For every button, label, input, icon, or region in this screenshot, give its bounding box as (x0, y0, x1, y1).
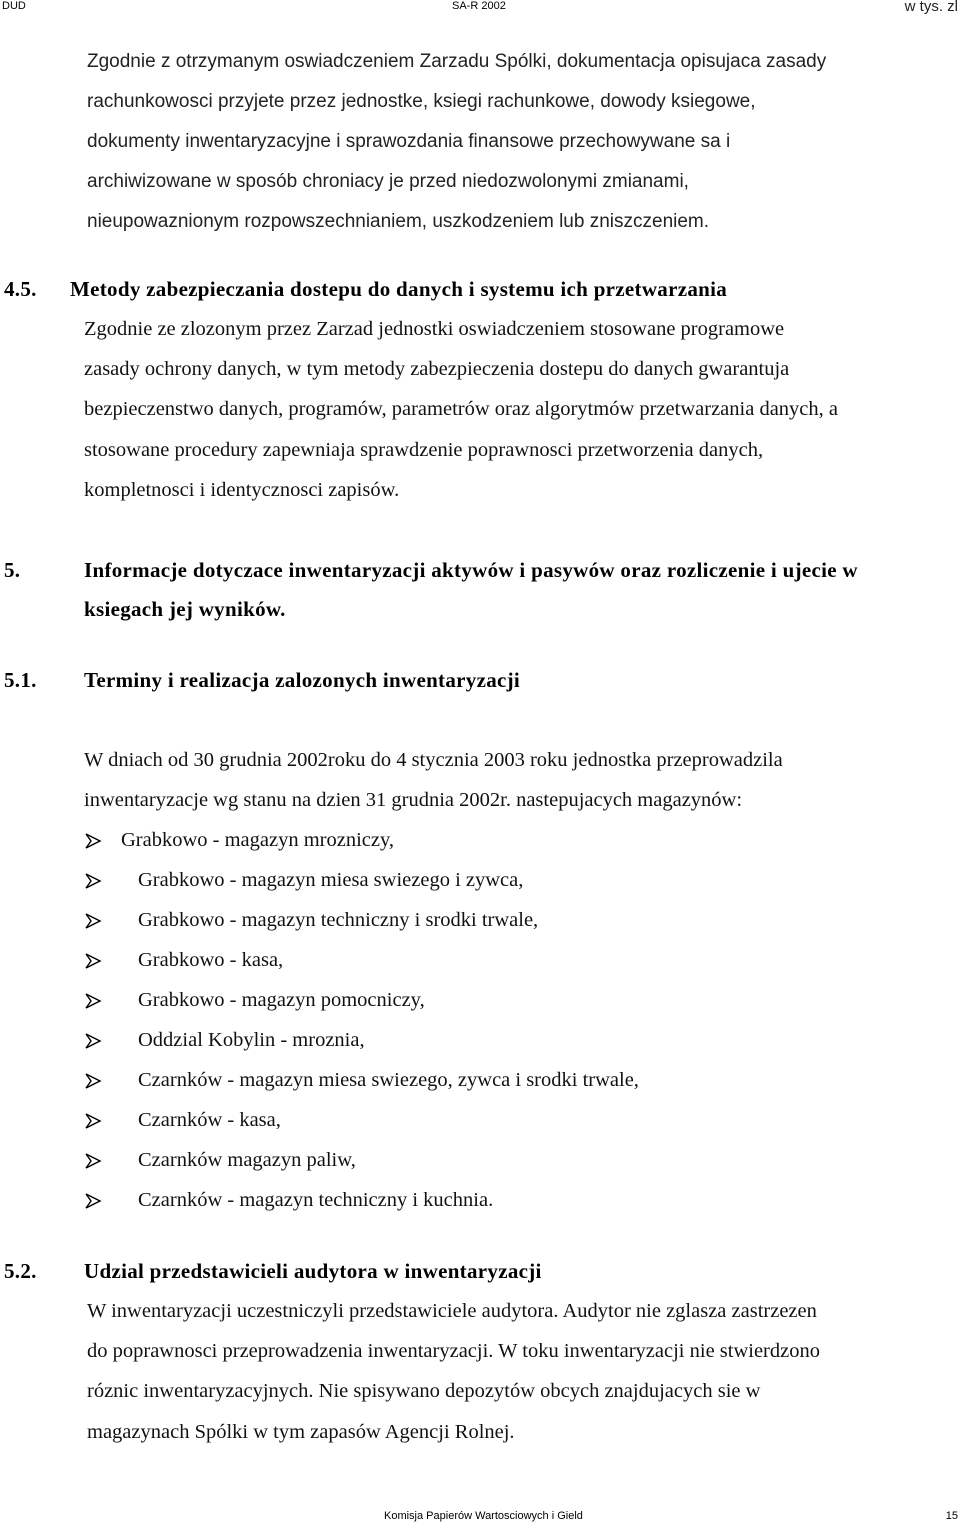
body-line: kompletnosci i identycznosci zapisów. (84, 478, 400, 501)
intro-line: dokumenty inwentaryzacyjne i sprawozdania finansowe przechowywane sa i (87, 131, 731, 152)
arrow-bullet-icon (84, 872, 102, 890)
list-item-label: Czarnków - magazyn miesa swiezego, zywca i srodki trwale, (138, 1069, 639, 1091)
arrow-bullet-icon (84, 1032, 102, 1050)
section-title-line-1: Informacje dotyczace inwentaryzacji aktywów i pasywów oraz rozliczenie i ujecie w (84, 558, 858, 582)
intro-line: Zgodnie z otrzymanym oswiadczeniem Zarzadu Spólki, dokumentacja opisujaca zasady (87, 51, 827, 72)
body-line: W inwentaryzacji uczestniczyli przedstawiciele audytora. Audytor nie zglasza zastrzezen (87, 1300, 817, 1322)
list-item-label: Grabkowo - magazyn mrozniczy, (121, 829, 395, 851)
section-4-5-body (84, 309, 838, 510)
arrow-bullet-icon (84, 912, 102, 930)
list-item-label: Grabkowo - magazyn pomocniczy, (138, 989, 425, 1011)
arrow-bullet-icon (84, 832, 102, 850)
header-left-text: DUD (2, 0, 26, 12)
footer-publisher: Komisja Papierów Wartosciowych i Gield (384, 1510, 583, 1522)
section-title: Terminy i realizacja zalozonych inwentaryzacji (84, 668, 521, 692)
section-title: Udzial przedstawicieli audytora w inwentaryzacji (84, 1259, 542, 1283)
intro-line: rachunkowosci przyjete przez jednostke, ksiegi rachunkowe, dowody ksiegowe, (87, 91, 756, 112)
arrow-bullet-icon (84, 992, 102, 1010)
section-number: 5.2. (4, 1259, 37, 1283)
arrow-bullet-icon (84, 1112, 102, 1130)
list-item-label: Czarnków magazyn paliw, (138, 1149, 356, 1171)
section-number: 4.5. (4, 277, 37, 301)
section-5-2-body (87, 1291, 820, 1452)
section-number: 5. (4, 558, 21, 582)
arrow-bullet-icon (84, 1192, 102, 1210)
arrow-bullet-icon (84, 952, 102, 970)
list-item-label: Czarnków - magazyn techniczny i kuchnia. (138, 1189, 494, 1211)
arrow-bullet-icon (84, 1152, 102, 1170)
intro-paragraph (87, 42, 937, 242)
section-title-line-2: ksiegach jej wyników. (84, 597, 286, 621)
header-right-text: w tys. zl (904, 0, 958, 15)
page-number: 15 (945, 1510, 958, 1522)
body-line: Zgodnie ze zlozonym przez Zarzad jednostki oswiadczeniem stosowane programowe (84, 318, 785, 340)
intro-line: archiwizowane w sposób chroniacy je przed niedozwolonymi zmianami, (87, 171, 689, 192)
body-line: magazynach Spólki w tym zapasów Agencji Rolnej. (87, 1420, 515, 1443)
body-line: W dniach od 30 grudnia 2002roku do 4 stycznia 2003 roku jednostka przeprowadzila (84, 749, 783, 771)
section-number: 5.1. (4, 668, 37, 692)
body-line: róznic inwentaryzacyjnych. Nie spisywano depozytów obcych znajdujacych sie w (87, 1380, 761, 1403)
list-item-label: Grabkowo - magazyn miesa swiezego i zywca, (138, 869, 524, 891)
arrow-bullet-icon (84, 1072, 102, 1090)
body-line: bezpieczenstwo danych, programów, parametrów oraz algorytmów przetwarzania danych, a (84, 398, 838, 421)
body-line: stosowane procedury zapewniaja sprawdzenie poprawnosci przetworzenia danych, (84, 438, 764, 461)
list-item-label: Czarnków - kasa, (138, 1109, 281, 1131)
list-item-label: Oddzial Kobylin - mroznia, (138, 1029, 365, 1051)
section-5-1-body (84, 740, 783, 820)
page-header (0, 0, 960, 16)
body-line: do poprawnosci przeprowadzenia inwentaryzacji. W toku inwentaryzacji nie stwierdzono (87, 1340, 820, 1363)
body-line: zasady ochrony danych, w tym metody zabezpieczenia dostepu do danych gwarantuja (84, 358, 790, 381)
section-title: Metody zabezpieczania dostepu do danych i systemu ich przetwarzania (70, 277, 728, 301)
header-center-text: SA-R 2002 (452, 0, 506, 12)
list-item-label: Grabkowo - kasa, (138, 949, 284, 971)
list-item-label: Grabkowo - magazyn techniczny i srodki trwale, (138, 909, 539, 931)
body-line: inwentaryzacje wg stanu na dzien 31 grudnia 2002r. nastepujacych magazynów: (84, 789, 743, 812)
intro-line: nieupowaznionym rozpowszechnianiem, uszkodzeniem lub zniszczeniem. (87, 211, 710, 232)
